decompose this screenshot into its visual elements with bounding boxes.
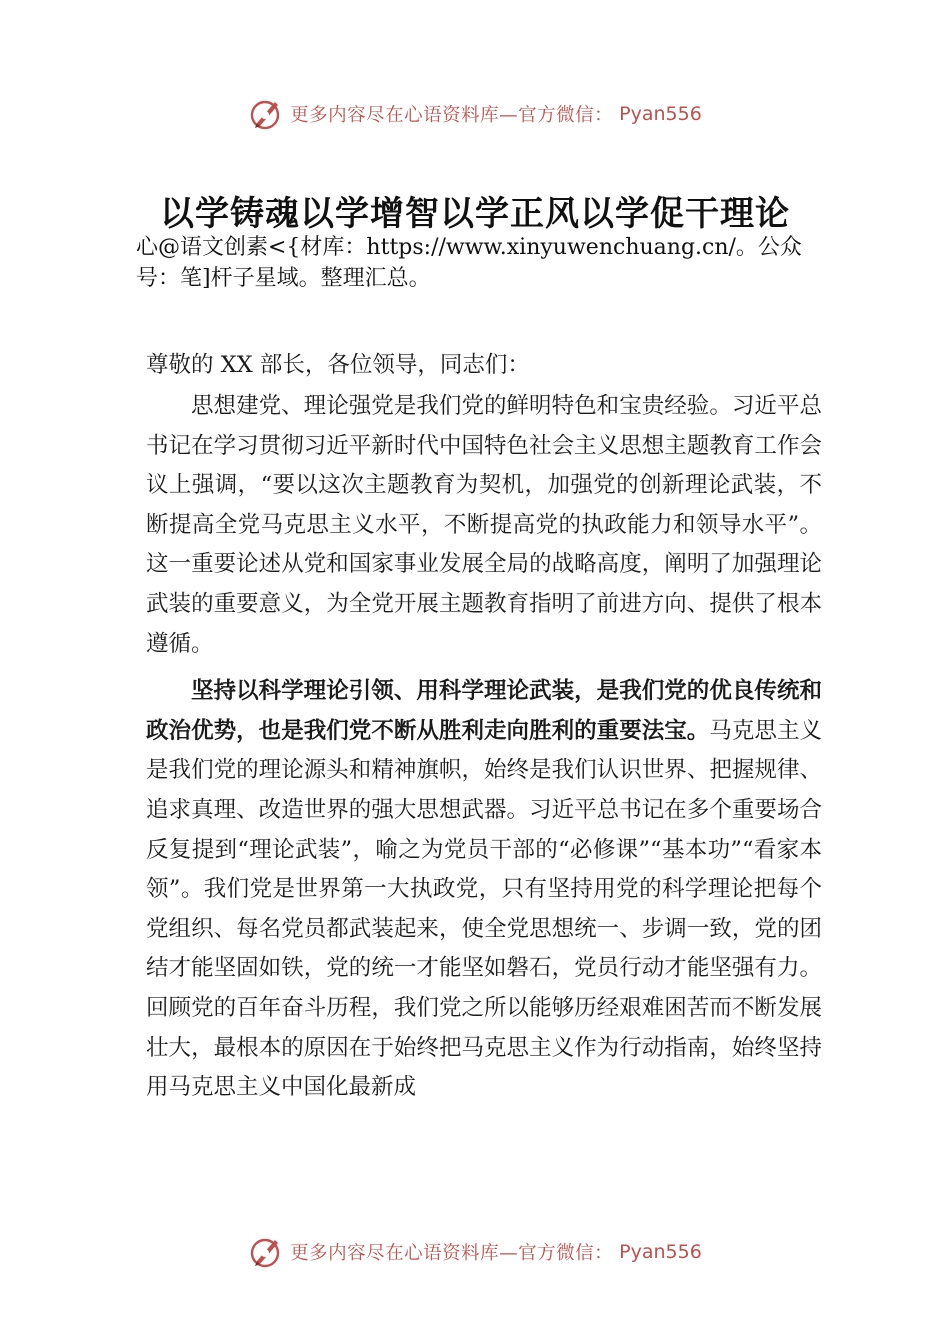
salutation: 尊敬的 XX 部长，各位领导，同志们：: [146, 352, 530, 378]
footer-watermark-banner: [0, 1232, 950, 1272]
paragraph-2-body: 马克思主义是我们党的理论源头和精神旗帜，始终是我们认识世界、把握规律、追求真理、改造世界的强大思想武器。习近平总书记在多个重要场合反复提到“理论武装”，喻之为党员干部的“必修课”“基本功”“看家本领”。我们党是世界第一大执政党，只有坚持用党的科学理论把每个党组织、每名党员都武装起来，使全党思想统一、步调一致，党的团结才能坚固如铁，党的统一才能坚如磐石，党员行动才能坚强有力。回顾党的百年奋斗历程，我们党之所以能够历经艰难困苦而不断发展壮大，最根本的原因在于始终把马克思主义作为行动指南，始终坚持用马克思主义中国化最新成: [146, 717, 822, 1101]
wechat-id: Pyan556: [619, 1241, 702, 1263]
wechat-id: Pyan556: [619, 103, 702, 125]
paragraph-2: [146, 672, 822, 1108]
pen-logo-icon: [248, 1234, 284, 1270]
document-title: 以学铸魂以学增智以学正风以学促干理论: [160, 194, 790, 234]
banner-text: 更多内容尽在心语资料库—官方微信：: [290, 1243, 614, 1264]
header-watermark-banner: [0, 94, 950, 134]
paragraph-1: 思想建党、理论强党是我们党的鲜明特色和宝贵经验。习近平总书记在学习贯彻习近平新时代中国特色社会主义思想主题教育工作会议上强调，“要以这次主题教育为契机，加强党的创新理论武装，不断提高全党马克思主义水平，不断提高党的执政能力和领导水平”。这一重要论述从党和国家事业发展全局的战略高度，阐明了加强理论武装的重要意义，为全党开展主题教育指明了前进方向、提供了根本遵循。: [146, 393, 822, 657]
paragraph-2-lead: 坚持以科学理论引领、用科学理论武装，是我们党的优良传统和政治优势，也是我们党不断从胜利走向胜利的重要法宝。: [146, 678, 822, 744]
document-body: [146, 345, 822, 1108]
pen-logo-icon: [248, 96, 284, 132]
banner-text: 更多内容尽在心语资料库—官方微信：: [290, 105, 614, 126]
source-note: 心@语文创素<{材库：https://www.xinyuwenchuang.cn/。公众号：笔]杆子星域。整理汇总。: [136, 235, 802, 291]
